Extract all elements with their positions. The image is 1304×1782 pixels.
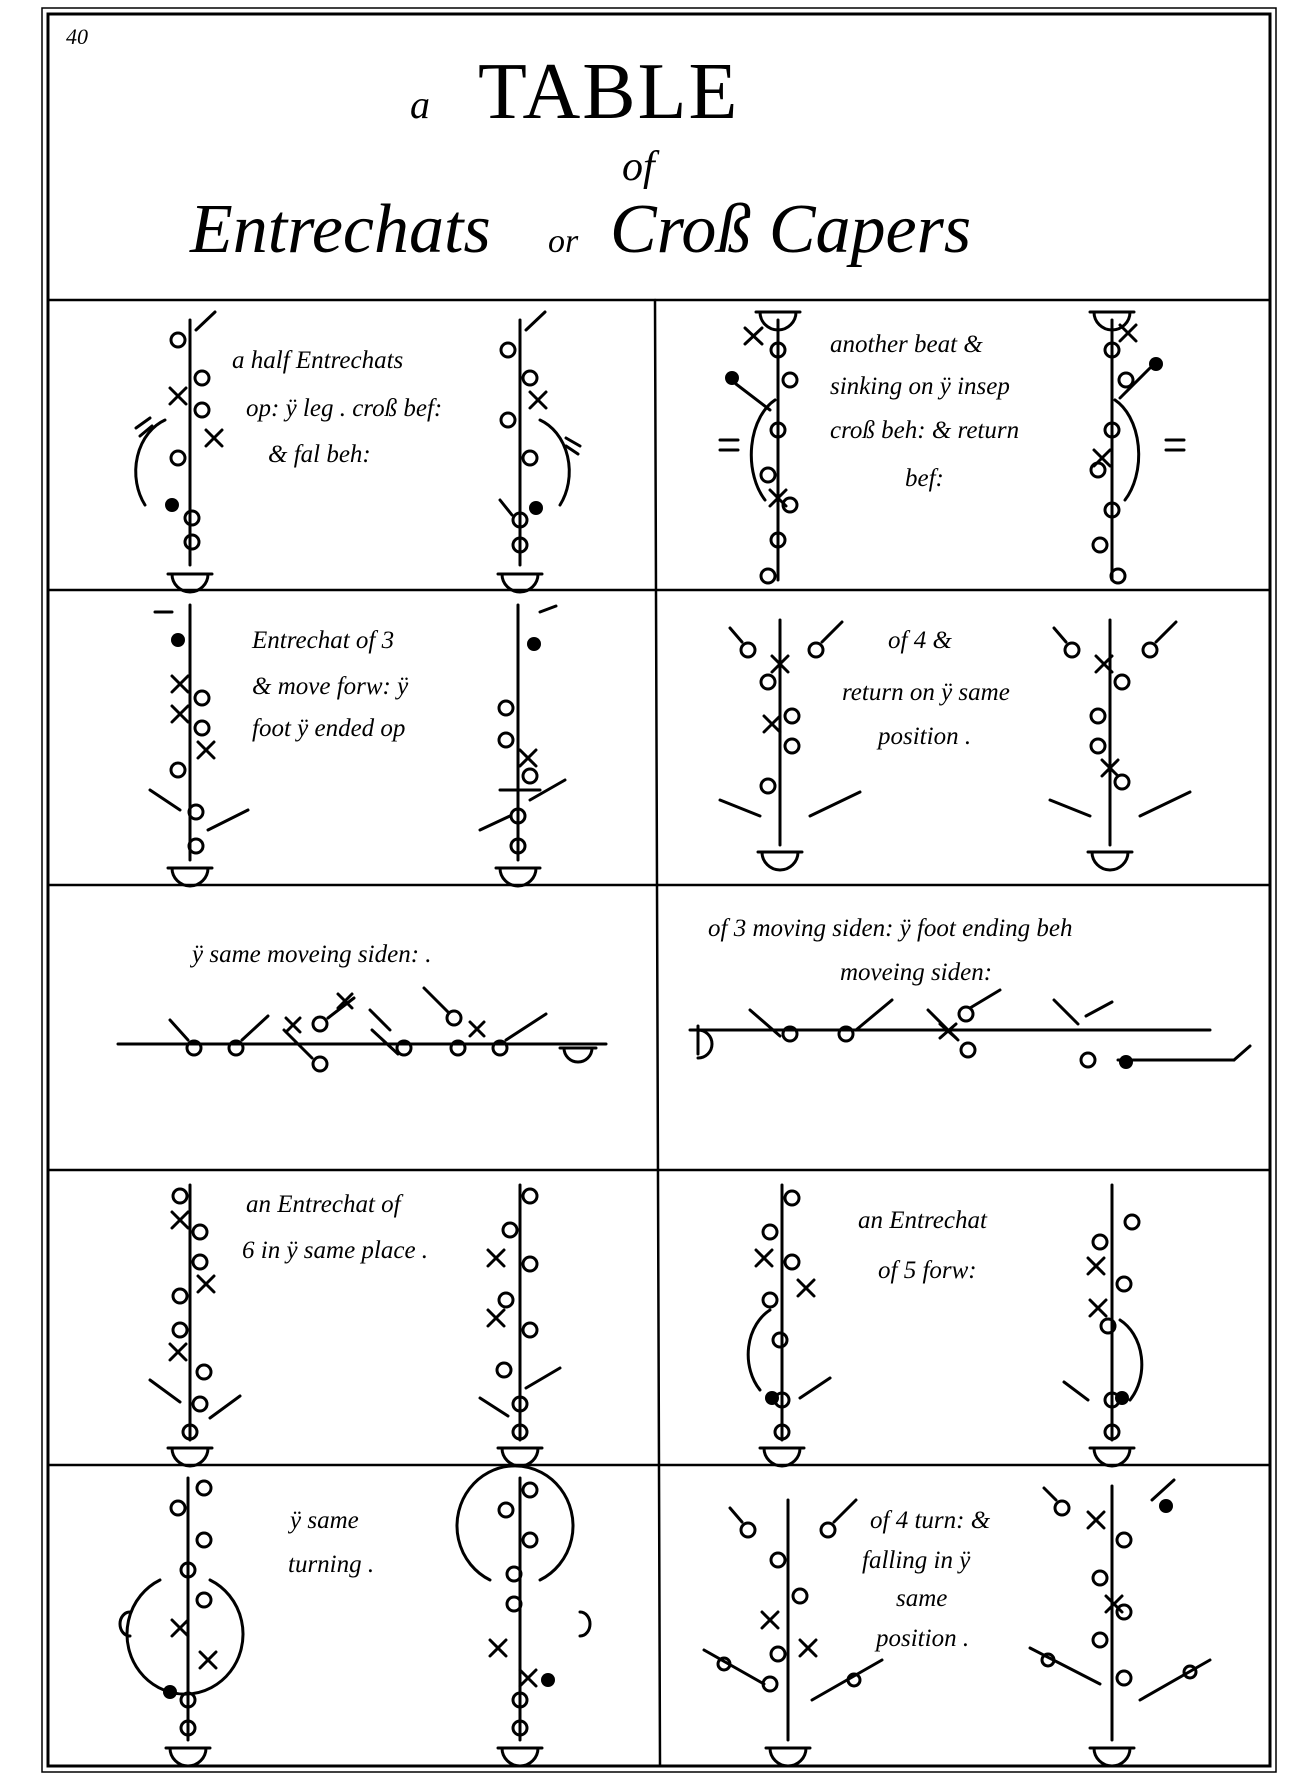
filled-foot-mark	[1159, 1499, 1173, 1513]
cell-entrechat-of-5	[748, 1185, 1142, 1466]
cell-caption-line: sinking on ÿ insep	[830, 373, 1010, 400]
cell-caption-line: another beat &	[830, 331, 983, 358]
cell-entrechat-of-3	[150, 605, 565, 886]
page-number: 40	[66, 24, 88, 49]
title-table: TABLE	[478, 48, 740, 136]
cell-entrechat-of-6	[150, 1185, 560, 1466]
title-or: or	[548, 223, 579, 260]
filled-foot-mark	[171, 633, 185, 647]
table-grid	[48, 300, 1270, 1766]
cell-caption-line: foot ÿ ended op	[252, 715, 406, 742]
filled-foot-mark	[1115, 1391, 1129, 1405]
cell-same-turning	[120, 1466, 590, 1766]
cell-half-entrechat	[136, 312, 580, 592]
cell-of-4	[720, 620, 1190, 870]
title-article: a	[410, 82, 430, 127]
cell-of-4-turn	[704, 1480, 1210, 1766]
cell-caption-line: of 3 moving siden: ÿ foot ending beh	[708, 915, 1073, 942]
filled-foot-mark	[541, 1673, 555, 1687]
cell-caption-line: same	[896, 1585, 948, 1612]
title-entrechats: Entrechats	[190, 191, 491, 268]
filled-foot-mark	[165, 498, 179, 512]
cell-same-moveing-siden	[118, 941, 606, 1071]
cell-caption-line: 6 in ÿ same place .	[242, 1237, 429, 1264]
cell-caption-line: of 4 &	[888, 627, 952, 654]
cell-caption-line: op: ÿ leg . croß bef:	[246, 395, 443, 422]
title-of: of	[622, 144, 655, 190]
cell-caption-line: position .	[878, 723, 972, 750]
cell-caption-line: position .	[876, 1625, 970, 1652]
cell-caption-line: a half Entrechats	[232, 347, 404, 374]
title-cross-capers: Croß Capers	[610, 191, 972, 268]
cell-caption-line: ÿ same	[290, 1507, 359, 1534]
cell-of-3-moving-siden	[690, 915, 1250, 1069]
filled-foot-mark	[1149, 357, 1163, 371]
dance-figure	[690, 990, 1250, 1067]
cell-caption-line: falling in ÿ	[862, 1547, 971, 1574]
cell-caption-line: Entrechat of 3	[252, 627, 395, 654]
cell-caption-line: croß beh: & return	[830, 417, 1020, 444]
cell-caption-line: & move forw: ÿ	[252, 673, 409, 700]
cell-another-beat	[720, 312, 1184, 583]
cell-caption-line: turning .	[288, 1551, 375, 1578]
filled-foot-mark	[529, 501, 543, 515]
filled-foot-mark	[765, 1391, 779, 1405]
dance-figure	[118, 988, 606, 1071]
dance-figure	[150, 1185, 560, 1466]
cell-caption-line: of 4 turn: &	[870, 1507, 991, 1534]
cell-caption-line: ÿ same moveing siden: .	[192, 941, 432, 968]
filled-foot-mark	[163, 1685, 177, 1699]
cell-caption-line: return on ÿ same	[842, 679, 1010, 706]
cell-caption-line: of 5 forw:	[878, 1257, 977, 1284]
cell-caption-line: moveing siden:	[840, 959, 993, 986]
filled-foot-mark	[527, 637, 541, 651]
cell-caption-line: an Entrechat	[858, 1207, 987, 1234]
cell-caption-line: bef:	[905, 465, 944, 492]
filled-foot-mark	[725, 371, 739, 385]
filled-foot-mark	[1119, 1055, 1133, 1069]
cell-caption-line: an Entrechat of	[246, 1191, 401, 1218]
cell-caption-line: & fal beh:	[268, 441, 371, 468]
